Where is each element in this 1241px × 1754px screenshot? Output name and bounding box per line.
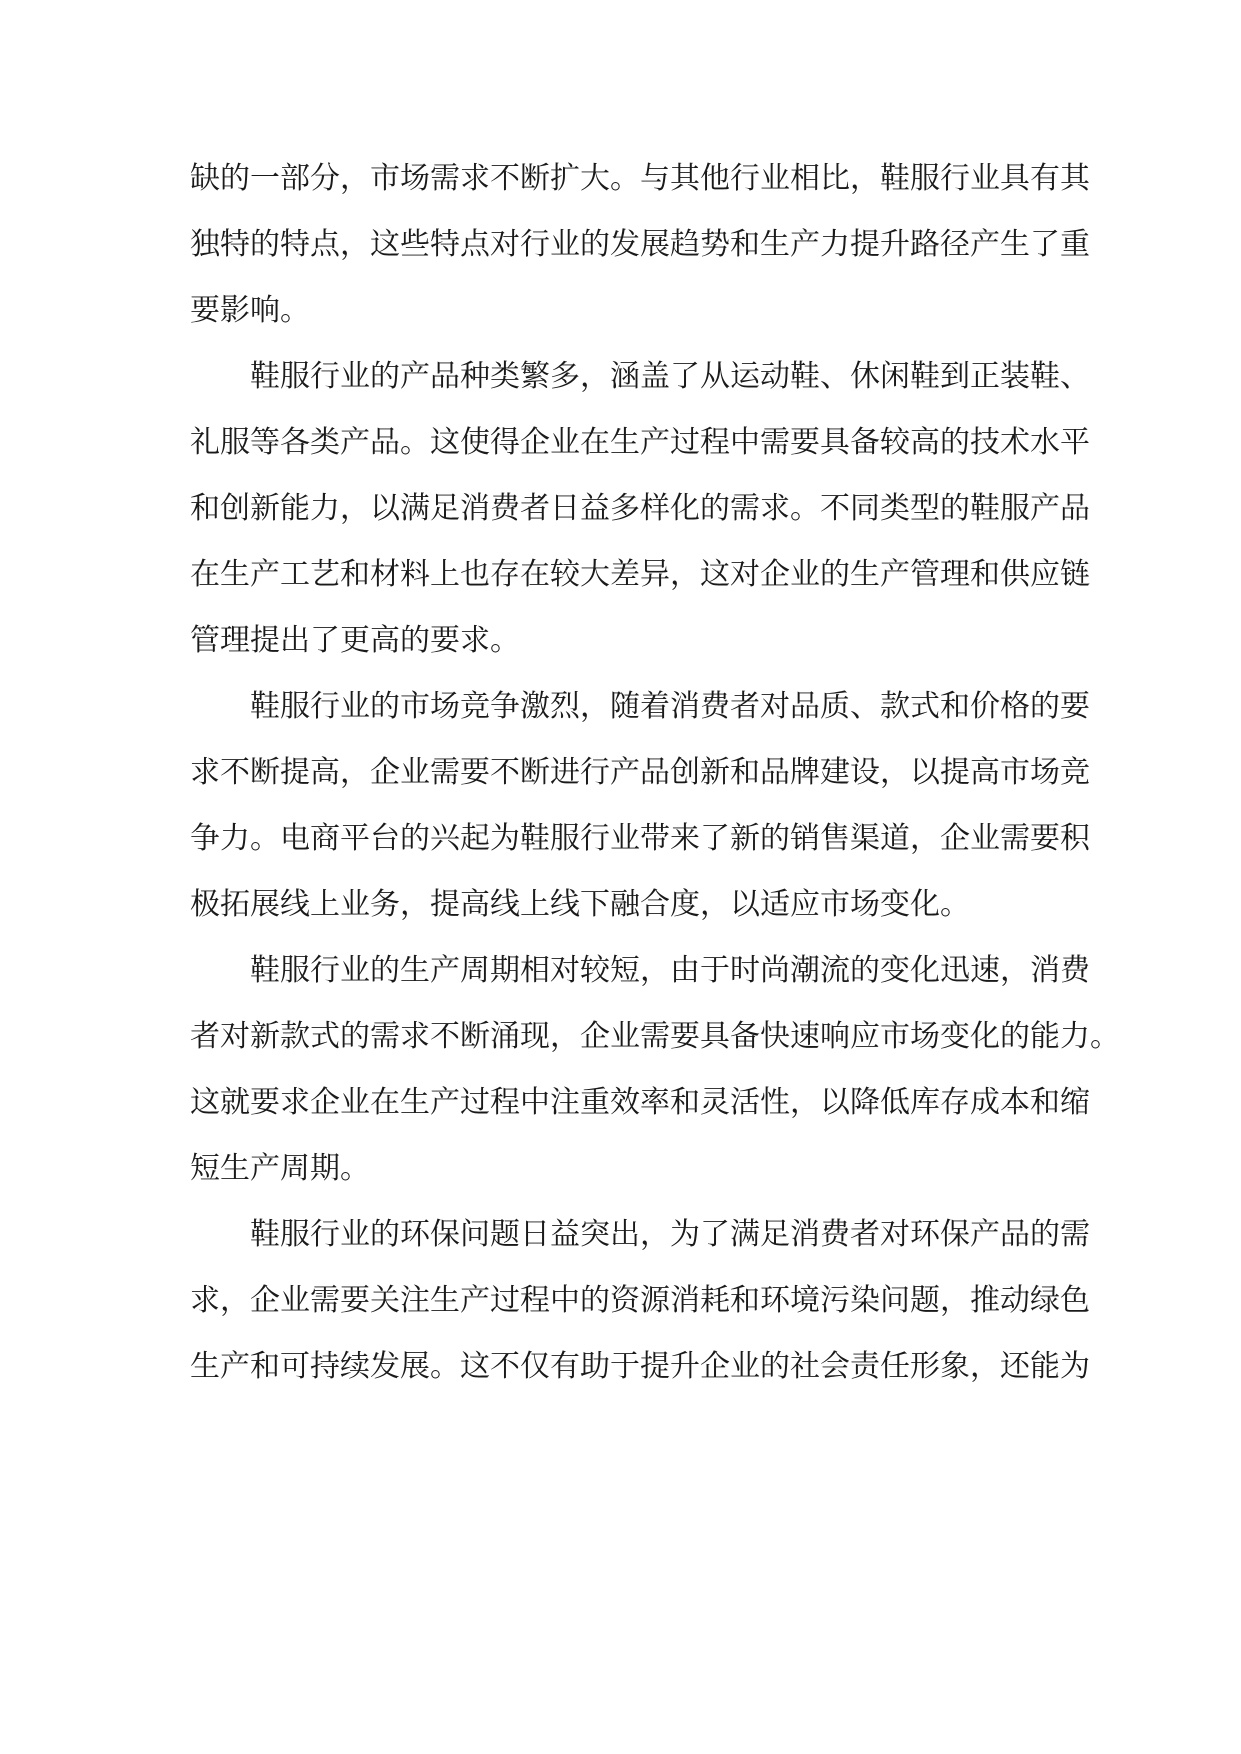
text-line: 管理提出了更高的要求。: [190, 623, 520, 658]
text-line: 鞋服行业的产品种类繁多，涵盖了从运动鞋、休闲鞋到正装鞋、: [250, 359, 1090, 394]
paragraph-4: [190, 938, 1120, 1202]
text-line: 争力。电商平台的兴起为鞋服行业带来了新的销售渠道，企业需要积: [190, 821, 1090, 856]
text-line: 者对新款式的需求不断涌现，企业需要具备快速响应市场变化的能力。: [190, 1019, 1120, 1054]
text-line: 短生产周期。: [190, 1151, 370, 1186]
paragraph-1: [190, 146, 1090, 344]
text-line: 和创新能力，以满足消费者日益多样化的需求。不同类型的鞋服产品: [190, 491, 1090, 526]
paragraph-3: [190, 674, 1090, 938]
text-line: 鞋服行业的环保问题日益突出，为了满足消费者对环保产品的需: [250, 1217, 1090, 1252]
paragraph-2: [190, 344, 1090, 674]
text-line: 这就要求企业在生产过程中注重效率和灵活性，以降低库存成本和缩: [190, 1085, 1090, 1120]
text-line: 极拓展线上业务，提高线上线下融合度，以适应市场变化。: [190, 887, 970, 922]
text-line: 独特的特点，这些特点对行业的发展趋势和生产力提升路径产生了重: [190, 227, 1090, 262]
text-line: 礼服等各类产品。这使得企业在生产过程中需要具备较高的技术水平: [190, 425, 1090, 460]
text-line: 要影响。: [190, 293, 310, 328]
text-line: 求不断提高，企业需要不断进行产品创新和品牌建设，以提高市场竞: [190, 755, 1090, 790]
text-line: 鞋服行业的市场竞争激烈，随着消费者对品质、款式和价格的要: [250, 689, 1090, 724]
text-line: 缺的一部分，市场需求不断扩大。与其他行业相比，鞋服行业具有其: [190, 161, 1090, 196]
body-text: [190, 146, 1120, 1400]
text-line: 生产和可持续发展。这不仅有助于提升企业的社会责任形象，还能为: [190, 1349, 1090, 1384]
paragraph-5: [190, 1202, 1090, 1400]
text-line: 在生产工艺和材料上也存在较大差异，这对企业的生产管理和供应链: [190, 557, 1090, 592]
text-line: 鞋服行业的生产周期相对较短，由于时尚潮流的变化迅速，消费: [250, 953, 1090, 988]
text-line: 求，企业需要关注生产过程中的资源消耗和环境污染问题，推动绿色: [190, 1283, 1090, 1318]
